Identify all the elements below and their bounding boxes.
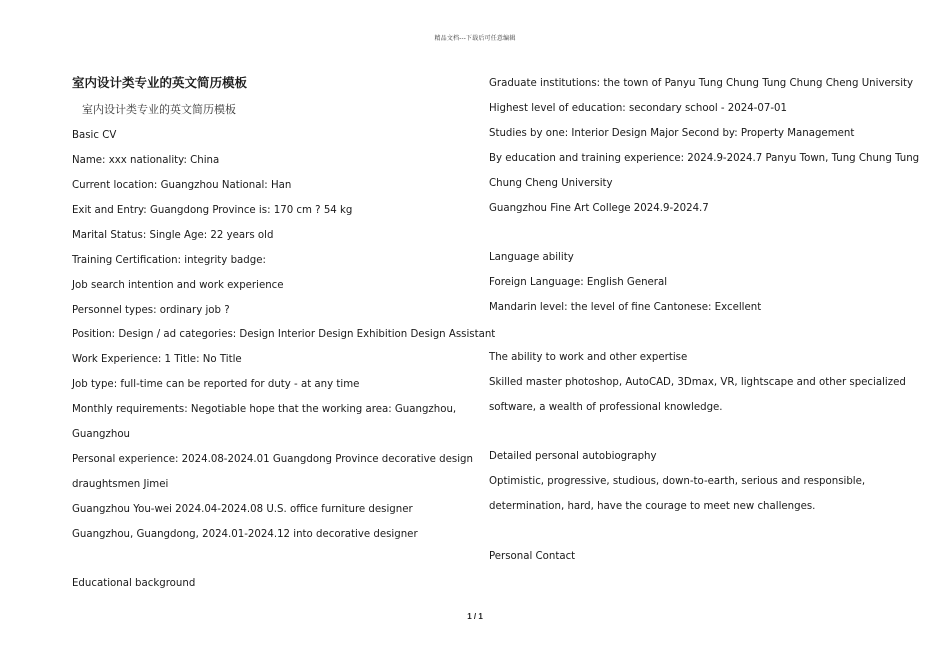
text-line-exit-entry: Exit and Entry: Guangdong Province is: 170 cm ? 54 kg xyxy=(72,205,353,216)
text-line-guangzhou-designer: Guangzhou, Guangdong, 2024.01-2024.12 into decorative designer xyxy=(72,529,418,540)
section-heading-contact: Personal Contact xyxy=(489,551,576,562)
text-line-training-experience: By education and training experience: 2024.9-2024.7 Panyu Town, Tung Chung Tung xyxy=(489,153,920,164)
text-line-mandarin: Mandarin level: the level of fine Cantonese: Excellent xyxy=(489,302,762,313)
text-line-skills-cont: software, a wealth of professional knowledge. xyxy=(489,402,723,413)
section-heading-job-search: Job search intention and work experience xyxy=(72,280,284,291)
text-line-position: Position: Design / ad categories: Design Interior Design Exhibition Design Assistant xyxy=(72,329,496,340)
text-line-studies: Studies by one: Interior Design Major Second by: Property Management xyxy=(489,128,855,139)
text-line-monthly-requirements: Monthly requirements: Negotiable hope that the working area: Guangzhou, xyxy=(72,404,457,415)
text-line-marital-status: Marital Status: Single Age: 22 years old xyxy=(72,230,274,241)
text-line-foreign-language: Foreign Language: English General xyxy=(489,277,668,288)
text-line-monthly-requirements-cont: Guangzhou xyxy=(72,429,131,440)
text-line-personal-experience: Personal experience: 2024.08-2024.01 Guangdong Province decorative design xyxy=(72,454,473,465)
text-line-personal-experience-cont: draughtsmen Jimei xyxy=(72,479,169,490)
text-line-training: Training Certification: integrity badge: xyxy=(72,255,266,266)
text-line-autobiography-cont: determination, hard, have the courage to meet new challenges. xyxy=(489,501,816,512)
document-subtitle: 室内设计类专业的英文简历模板 xyxy=(82,103,236,116)
page-indicator: 1 / 1 xyxy=(467,612,483,621)
text-line-training-experience-cont: Chung Cheng University xyxy=(489,178,613,189)
right-column xyxy=(489,0,920,672)
text-line-name: Name: xxx nationality: China xyxy=(72,155,220,166)
section-heading-expertise: The ability to work and other expertise xyxy=(489,352,688,363)
text-line-job-type: Job type: full-time can be reported for duty - at any time xyxy=(72,379,360,390)
text-line-location: Current location: Guangzhou National: Han xyxy=(72,180,292,191)
text-line-fine-art-college: Guangzhou Fine Art College 2024.9-2024.7 xyxy=(489,203,709,214)
section-heading-language: Language ability xyxy=(489,252,574,263)
text-line-skills: Skilled master photoshop, AutoCAD, 3Dmax, VR, lightscape and other specialized xyxy=(489,377,906,388)
text-line-work-experience: Work Experience: 1 Title: No Title xyxy=(72,354,242,365)
document-title: 室内设计类专业的英文简历模板 xyxy=(72,75,248,90)
page-header-note: 精品文档---下载后可任意编辑 xyxy=(434,35,516,42)
text-line-personnel-types: Personnel types: ordinary job ? xyxy=(72,305,230,316)
text-line-youwei: Guangzhou You-wei 2024.04-2024.08 U.S. office furniture designer xyxy=(72,504,413,515)
section-heading-basic-cv: Basic CV xyxy=(72,130,117,141)
section-heading-education: Educational background xyxy=(72,578,196,589)
text-line-highest-education: Highest level of education: secondary school - 2024-07-01 xyxy=(489,103,788,114)
section-heading-autobiography: Detailed personal autobiography xyxy=(489,451,657,462)
text-line-autobiography: Optimistic, progressive, studious, down-to-earth, serious and responsible, xyxy=(489,476,866,487)
text-line-graduate-institutions: Graduate institutions: the town of Panyu Tung Chung Tung Chung Cheng University xyxy=(489,78,914,89)
